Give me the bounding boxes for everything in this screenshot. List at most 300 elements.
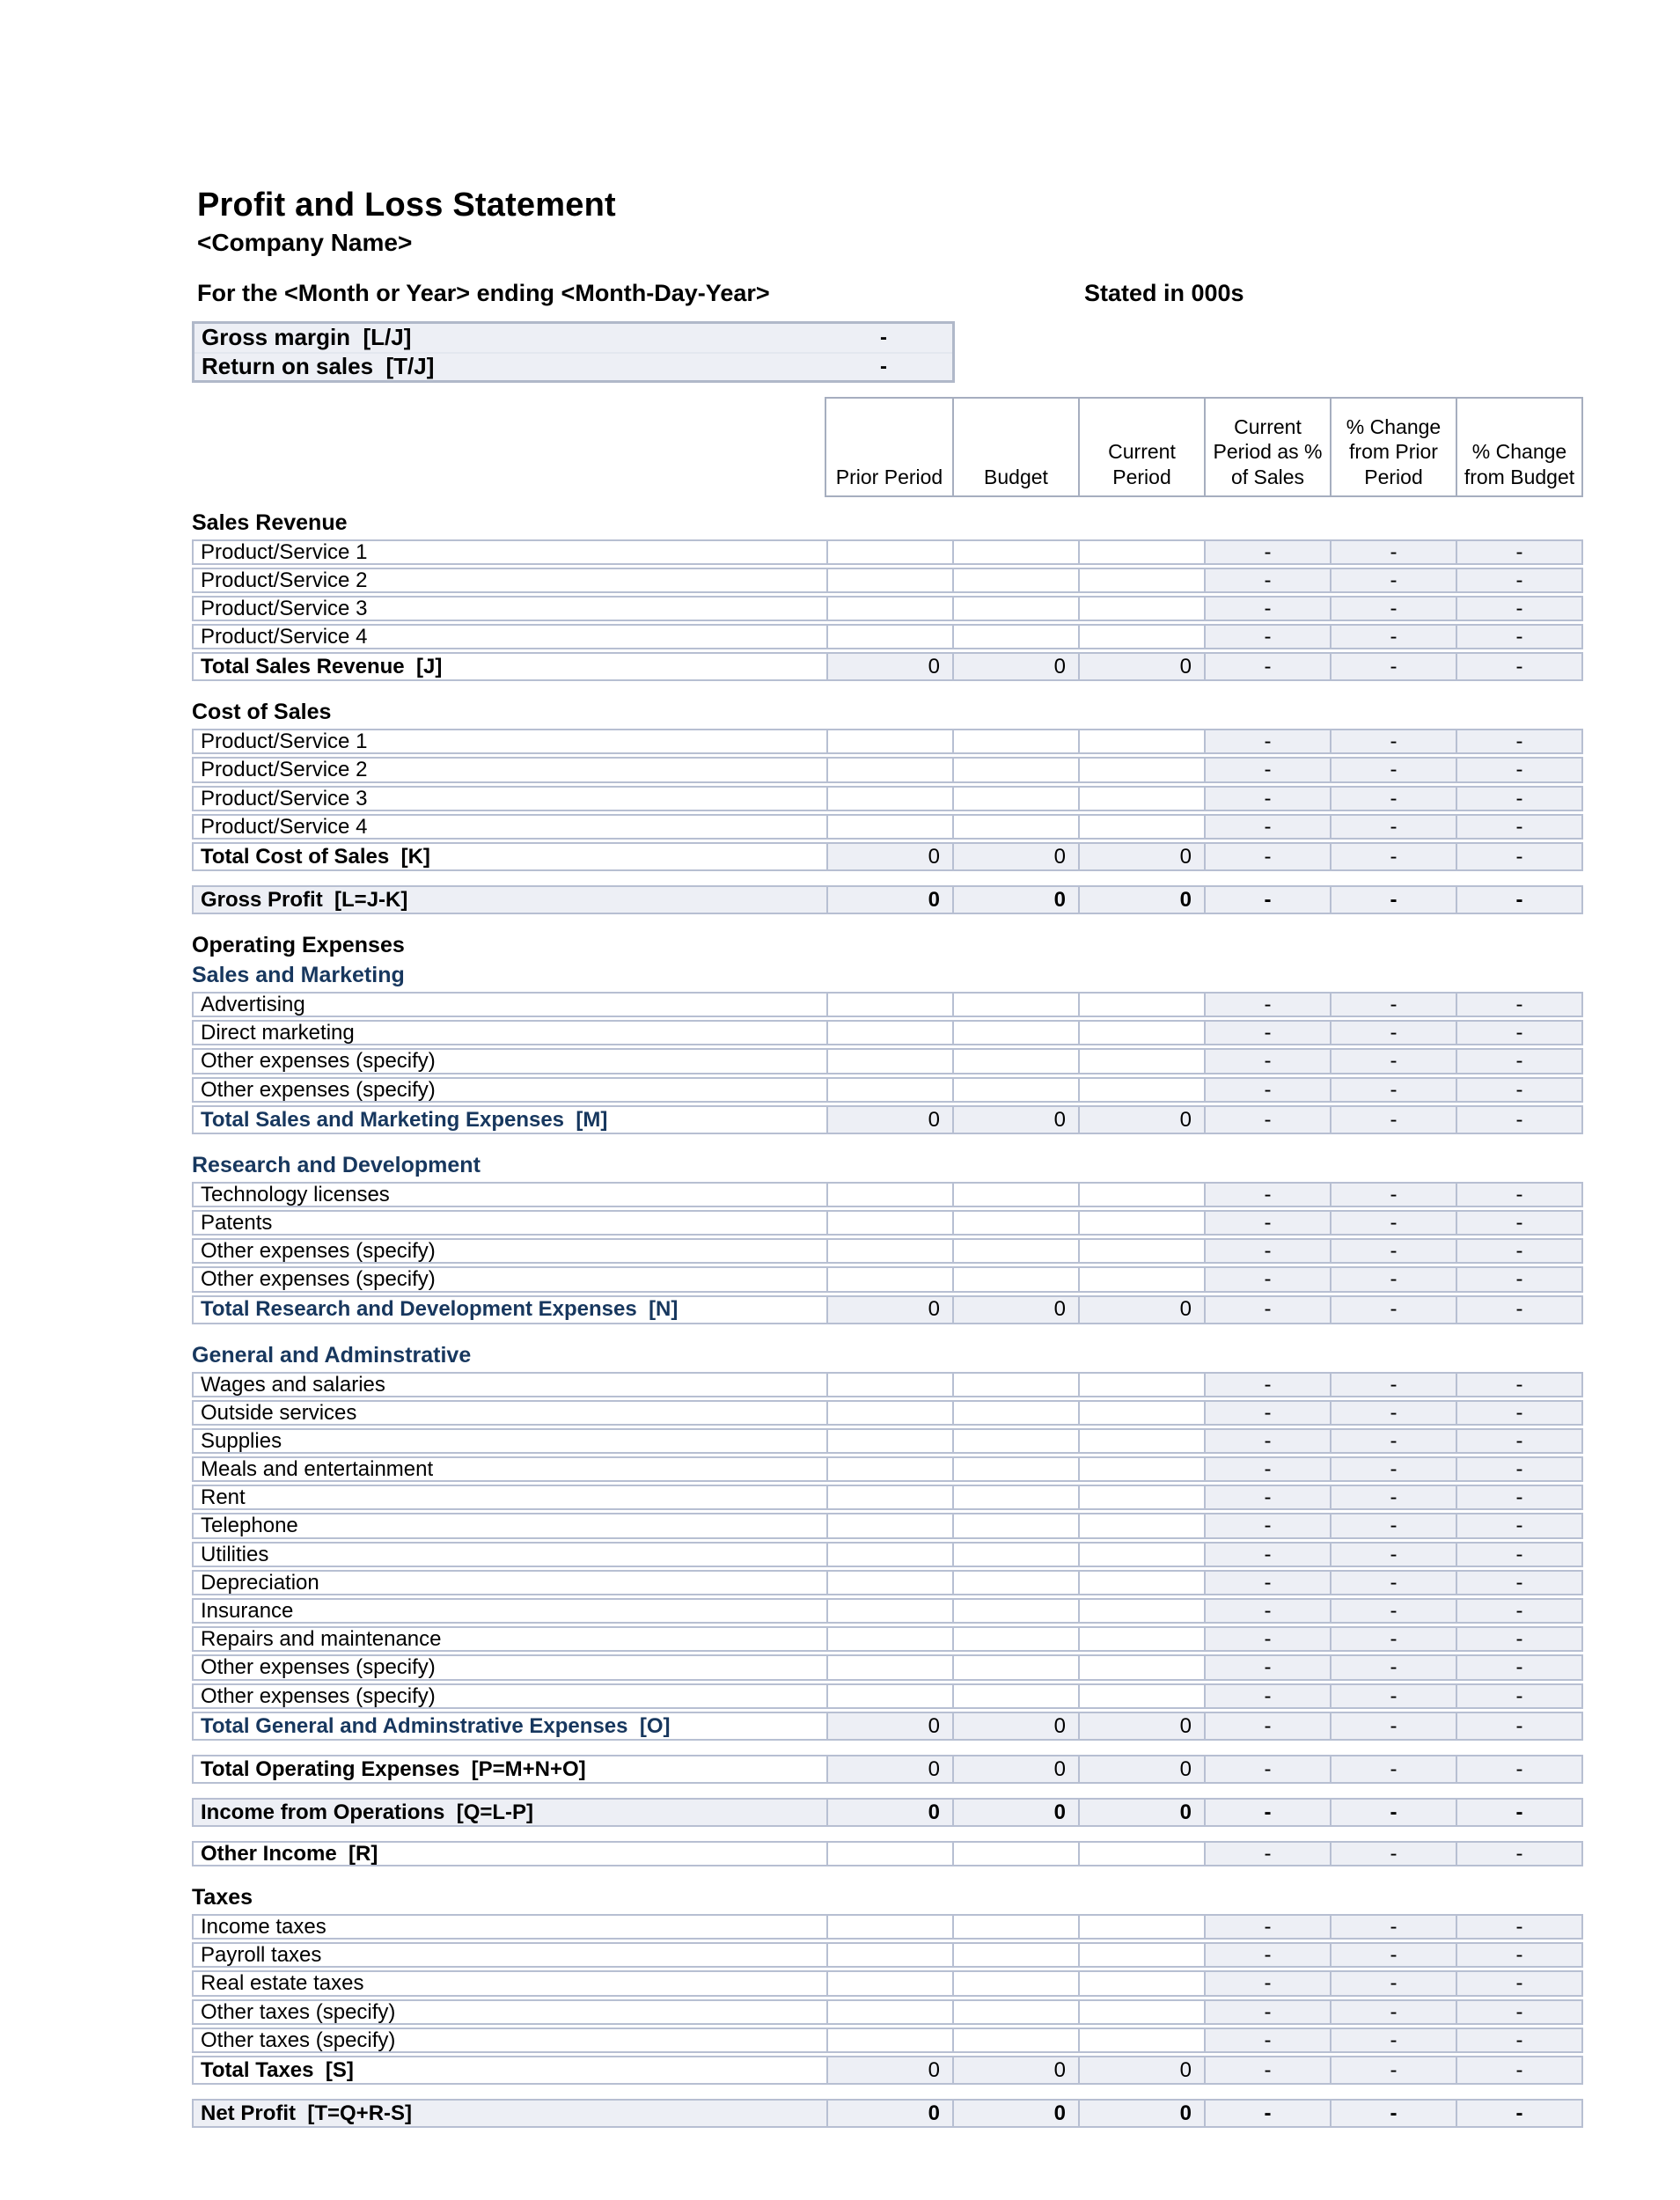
cell-pct-change-from-budget: - <box>1456 1079 1581 1101</box>
cell-prior-period[interactable] <box>826 1544 952 1566</box>
input-row <box>192 1400 1583 1426</box>
cell-pct-change-from-prior-period: - <box>1330 1685 1456 1707</box>
cell-current-period[interactable] <box>1078 2001 1204 2023</box>
cell-pct-change-from-prior-period: - <box>1330 1458 1456 1480</box>
row-label: Technology licenses <box>201 1183 390 1206</box>
cell-pct-change-from-prior-period: - <box>1330 654 1456 679</box>
cell-prior-period[interactable] <box>826 1514 952 1536</box>
cell-current-period-pct-of-sales: - <box>1204 569 1330 591</box>
cell-current-period: 0 <box>1078 1713 1204 1739</box>
cell-pct-change-from-budget: - <box>1456 1268 1581 1290</box>
cell-current-period[interactable] <box>1078 1374 1204 1396</box>
cell-pct-change-from-budget: - <box>1456 2101 1581 2126</box>
row-label: Direct marketing <box>201 1022 355 1045</box>
cell-prior-period[interactable] <box>826 1944 952 1966</box>
cell-prior-period[interactable] <box>826 730 952 752</box>
cell-current-period[interactable] <box>1078 1079 1204 1101</box>
cell-current-period-pct-of-sales: - <box>1204 1916 1330 1938</box>
cell-prior-period[interactable] <box>826 541 952 563</box>
cell-prior-period[interactable] <box>826 1374 952 1396</box>
cell-budget: 0 <box>952 887 1078 913</box>
cell-pct-change-from-budget: - <box>1456 1374 1581 1396</box>
cell-prior-period[interactable] <box>826 2029 952 2051</box>
cell-budget[interactable] <box>952 1268 1078 1290</box>
summary-label: Gross margin [L/J] <box>202 324 412 351</box>
cell-current-period-pct-of-sales: - <box>1204 1268 1330 1290</box>
row-label: Total General and Adminstrative Expenses [O] <box>201 1713 671 1738</box>
cell-budget[interactable] <box>952 541 1078 563</box>
cell-pct-change-from-budget: - <box>1456 1107 1581 1133</box>
cell-current-period: 0 <box>1078 1297 1204 1323</box>
section-heading: Taxes <box>192 1884 253 1910</box>
cell-pct-change-from-prior-period: - <box>1330 844 1456 869</box>
cell-current-period[interactable] <box>1078 1600 1204 1622</box>
input-row <box>192 539 1583 565</box>
page-title: Profit and Loss Statement <box>197 187 616 224</box>
cell-prior-period[interactable] <box>826 1402 952 1424</box>
cell-pct-change-from-prior-period: - <box>1330 816 1456 838</box>
cell-budget[interactable] <box>952 1685 1078 1707</box>
cell-prior-period: 0 <box>826 2101 952 2126</box>
row-label: Product/Service 1 <box>201 730 368 753</box>
cell-budget[interactable] <box>952 1458 1078 1480</box>
cell-pct-change-from-budget: - <box>1456 1713 1581 1739</box>
cell-prior-period[interactable] <box>826 1184 952 1206</box>
cell-pct-change-from-prior-period: - <box>1330 1374 1456 1396</box>
cell-budget[interactable] <box>952 994 1078 1016</box>
cell-current-period-pct-of-sales: - <box>1204 759 1330 781</box>
cell-pct-change-from-budget: - <box>1456 2029 1581 2051</box>
cell-pct-change-from-budget: - <box>1456 1843 1581 1865</box>
cell-pct-change-from-budget: - <box>1456 598 1581 620</box>
cell-current-period[interactable] <box>1078 1916 1204 1938</box>
cell-prior-period[interactable] <box>826 1843 952 1865</box>
cell-current-period[interactable] <box>1078 1022 1204 1044</box>
cell-pct-change-from-prior-period: - <box>1330 1756 1456 1782</box>
cell-budget[interactable] <box>952 1944 1078 1966</box>
cell-prior-period[interactable] <box>826 2001 952 2023</box>
cell-current-period-pct-of-sales: - <box>1204 844 1330 869</box>
row-label: Advertising <box>201 994 305 1016</box>
cell-current-period[interactable] <box>1078 1656 1204 1678</box>
cell-budget[interactable] <box>952 1402 1078 1424</box>
total-row <box>192 652 1583 681</box>
input-row <box>192 1048 1583 1074</box>
input-row <box>192 1683 1583 1709</box>
input-row <box>192 1456 1583 1482</box>
cell-budget[interactable] <box>952 1240 1078 1262</box>
cell-current-period-pct-of-sales: - <box>1204 1843 1330 1865</box>
row-label: Total Cost of Sales [K] <box>201 844 430 869</box>
cell-budget[interactable] <box>952 1374 1078 1396</box>
cell-prior-period[interactable] <box>826 1050 952 1072</box>
cell-pct-change-from-prior-period: - <box>1330 1079 1456 1101</box>
cell-current-period-pct-of-sales: - <box>1204 1212 1330 1234</box>
cell-current-period[interactable] <box>1078 994 1204 1016</box>
summary-label: Return on sales [T/J] <box>202 353 435 380</box>
cell-current-period-pct-of-sales: - <box>1204 1944 1330 1966</box>
cell-current-period[interactable] <box>1078 541 1204 563</box>
input-row <box>192 1542 1583 1567</box>
cell-current-period-pct-of-sales: - <box>1204 1656 1330 1678</box>
cell-pct-change-from-prior-period: - <box>1330 1184 1456 1206</box>
cell-current-period[interactable] <box>1078 1544 1204 1566</box>
cell-pct-change-from-prior-period: - <box>1330 1916 1456 1938</box>
cell-prior-period[interactable] <box>826 598 952 620</box>
cell-budget[interactable] <box>952 1916 1078 1938</box>
summary-row-return-on-sales <box>194 352 952 380</box>
cell-budget[interactable] <box>952 2029 1078 2051</box>
cell-current-period-pct-of-sales: - <box>1204 1685 1330 1707</box>
row-label: Real estate taxes <box>201 1972 364 1995</box>
cell-current-period-pct-of-sales: - <box>1204 1107 1330 1133</box>
input-row <box>192 2028 1583 2053</box>
cell-current-period[interactable] <box>1078 1944 1204 1966</box>
cell-current-period[interactable] <box>1078 626 1204 648</box>
cell-pct-change-from-budget: - <box>1456 1212 1581 1234</box>
cell-current-period[interactable] <box>1078 1514 1204 1536</box>
cell-prior-period[interactable] <box>826 1022 952 1044</box>
cell-pct-change-from-budget: - <box>1456 1972 1581 1994</box>
cell-pct-change-from-budget: - <box>1456 994 1581 1016</box>
cell-prior-period[interactable] <box>826 1685 952 1707</box>
cell-pct-change-from-budget: - <box>1456 1600 1581 1622</box>
input-row <box>192 1428 1583 1454</box>
cell-prior-period: 0 <box>826 1713 952 1739</box>
row-label: Total Sales and Marketing Expenses [M] <box>201 1107 608 1132</box>
cell-budget[interactable] <box>952 569 1078 591</box>
cell-prior-period[interactable] <box>826 1916 952 1938</box>
cell-budget: 0 <box>952 844 1078 869</box>
cell-pct-change-from-budget: - <box>1456 1944 1581 1966</box>
cell-pct-change-from-budget: - <box>1456 654 1581 679</box>
cell-pct-change-from-prior-period: - <box>1330 1972 1456 1994</box>
cell-pct-change-from-prior-period: - <box>1330 1050 1456 1072</box>
cell-current-period[interactable] <box>1078 1685 1204 1707</box>
row-label: Depreciation <box>201 1571 319 1595</box>
cell-current-period-pct-of-sales: - <box>1204 994 1330 1016</box>
row-label: Product/Service 2 <box>201 759 368 781</box>
cell-budget[interactable] <box>952 759 1078 781</box>
cell-budget[interactable] <box>952 1022 1078 1044</box>
cell-pct-change-from-prior-period: - <box>1330 2101 1456 2126</box>
row-label: Product/Service 4 <box>201 626 368 649</box>
row-label: Total Operating Expenses [P=M+N+O] <box>201 1756 586 1781</box>
row-label: Supplies <box>201 1429 282 1453</box>
cell-pct-change-from-prior-period: - <box>1330 1843 1456 1865</box>
cell-current-period-pct-of-sales: - <box>1204 1050 1330 1072</box>
document-content <box>192 0 1583 2142</box>
cell-prior-period[interactable] <box>826 1600 952 1622</box>
cell-pct-change-from-prior-period: - <box>1330 887 1456 913</box>
cell-pct-change-from-budget: - <box>1456 1628 1581 1650</box>
row-label: Other taxes (specify) <box>201 2028 396 2051</box>
cell-prior-period[interactable] <box>826 1656 952 1678</box>
cell-pct-change-from-prior-period: - <box>1330 730 1456 752</box>
statement-table <box>192 510 1583 2128</box>
cell-pct-change-from-budget: - <box>1456 1514 1581 1536</box>
row-label: Total Taxes [S] <box>201 2057 354 2082</box>
section-heading: Research and Development <box>192 1152 481 1177</box>
cell-budget[interactable] <box>952 1486 1078 1508</box>
cell-current-period[interactable] <box>1078 788 1204 810</box>
cell-pct-change-from-prior-period: - <box>1330 2029 1456 2051</box>
cell-current-period-pct-of-sales: - <box>1204 626 1330 648</box>
grand-row <box>192 885 1583 914</box>
total-row <box>192 842 1583 871</box>
cell-budget[interactable] <box>952 1050 1078 1072</box>
company-name: <Company Name> <box>197 228 413 256</box>
cell-pct-change-from-budget: - <box>1456 1572 1581 1594</box>
cell-budget: 0 <box>952 2057 1078 2083</box>
cell-pct-change-from-prior-period: - <box>1330 2001 1456 2023</box>
cell-pct-change-from-budget: - <box>1456 844 1581 869</box>
row-label: Other expenses (specify) <box>201 1268 436 1291</box>
cell-budget: 0 <box>952 2101 1078 2126</box>
cell-prior-period: 0 <box>826 1107 952 1133</box>
row-label: Income taxes <box>201 1915 326 1939</box>
cell-prior-period[interactable] <box>826 1628 952 1650</box>
input-row <box>192 1570 1583 1595</box>
cell-prior-period[interactable] <box>826 1212 952 1234</box>
col-header-current-period-pct-of-sales: Current Period as % of Sales <box>1204 399 1330 495</box>
cell-budget: 0 <box>952 1107 1078 1133</box>
cell-pct-change-from-budget: - <box>1456 2001 1581 2023</box>
cell-prior-period[interactable] <box>826 1430 952 1452</box>
cell-prior-period[interactable] <box>826 1079 952 1101</box>
free-row <box>192 1841 1583 1866</box>
section-heading: Cost of Sales <box>192 700 332 725</box>
cell-current-period-pct-of-sales: - <box>1204 1079 1330 1101</box>
cell-budget: 0 <box>952 1297 1078 1323</box>
cell-current-period[interactable] <box>1078 1486 1204 1508</box>
cell-current-period-pct-of-sales: - <box>1204 1756 1330 1782</box>
input-row <box>192 596 1583 621</box>
cell-pct-change-from-budget: - <box>1456 1240 1581 1262</box>
cell-budget[interactable] <box>952 626 1078 648</box>
cell-current-period-pct-of-sales: - <box>1204 788 1330 810</box>
cell-pct-change-from-budget: - <box>1456 887 1581 913</box>
input-row <box>192 992 1583 1017</box>
cell-current-period-pct-of-sales: - <box>1204 2101 1330 2126</box>
cell-budget[interactable] <box>952 788 1078 810</box>
cell-pct-change-from-prior-period: - <box>1330 1240 1456 1262</box>
cell-pct-change-from-budget: - <box>1456 1800 1581 1825</box>
row-label: Gross Profit [L=J-K] <box>194 887 826 913</box>
cell-budget[interactable] <box>952 1600 1078 1622</box>
cell-current-period-pct-of-sales: - <box>1204 1184 1330 1206</box>
cell-prior-period[interactable] <box>826 1240 952 1262</box>
cell-current-period-pct-of-sales: - <box>1204 541 1330 563</box>
cell-pct-change-from-prior-period: - <box>1330 1656 1456 1678</box>
cell-budget[interactable] <box>952 598 1078 620</box>
cell-prior-period: 0 <box>826 1800 952 1825</box>
cell-budget: 0 <box>952 654 1078 679</box>
cell-current-period[interactable] <box>1078 1572 1204 1594</box>
cell-current-period-pct-of-sales: - <box>1204 2001 1330 2023</box>
cell-budget[interactable] <box>952 1514 1078 1536</box>
cell-budget[interactable] <box>952 2001 1078 2023</box>
period-line <box>197 280 1583 309</box>
cell-budget[interactable] <box>952 1212 1078 1234</box>
total-row <box>192 1712 1583 1741</box>
section-heading: Sales Revenue <box>192 510 348 535</box>
input-row <box>192 1182 1583 1207</box>
cell-current-period-pct-of-sales: - <box>1204 1544 1330 1566</box>
cell-current-period[interactable] <box>1078 1050 1204 1072</box>
cell-pct-change-from-budget: - <box>1456 1544 1581 1566</box>
cell-pct-change-from-prior-period: - <box>1330 1486 1456 1508</box>
cell-pct-change-from-budget: - <box>1456 626 1581 648</box>
cell-budget[interactable] <box>952 1628 1078 1650</box>
cell-budget[interactable] <box>952 1572 1078 1594</box>
cell-prior-period[interactable] <box>826 816 952 838</box>
cell-prior-period[interactable] <box>826 1572 952 1594</box>
cell-budget: 0 <box>952 1800 1078 1825</box>
cell-current-period[interactable] <box>1078 1458 1204 1480</box>
cell-current-period[interactable] <box>1078 598 1204 620</box>
cell-prior-period[interactable] <box>826 569 952 591</box>
input-row <box>192 1626 1583 1652</box>
cell-pct-change-from-prior-period: - <box>1330 1713 1456 1739</box>
cell-prior-period: 0 <box>826 1756 952 1782</box>
input-row <box>192 729 1583 754</box>
cell-prior-period: 0 <box>826 844 952 869</box>
total-row <box>192 1295 1583 1324</box>
cell-current-period-pct-of-sales: - <box>1204 2057 1330 2083</box>
cell-current-period: 0 <box>1078 2057 1204 2083</box>
cell-current-period: 0 <box>1078 654 1204 679</box>
cell-current-period-pct-of-sales: - <box>1204 1572 1330 1594</box>
row-label: Product/Service 2 <box>201 568 368 591</box>
cell-current-period: 0 <box>1078 1107 1204 1133</box>
cell-pct-change-from-prior-period: - <box>1330 1800 1456 1825</box>
cell-current-period[interactable] <box>1078 1268 1204 1290</box>
cell-current-period[interactable] <box>1078 1402 1204 1424</box>
input-row <box>192 1210 1583 1236</box>
total-row <box>192 2056 1583 2085</box>
cell-current-period-pct-of-sales: - <box>1204 1458 1330 1480</box>
cell-prior-period[interactable] <box>826 994 952 1016</box>
cell-current-period[interactable] <box>1078 1628 1204 1650</box>
cell-current-period[interactable] <box>1078 759 1204 781</box>
cell-current-period[interactable] <box>1078 569 1204 591</box>
cell-current-period-pct-of-sales: - <box>1204 1297 1330 1323</box>
cell-current-period[interactable] <box>1078 730 1204 752</box>
cell-pct-change-from-prior-period: - <box>1330 1107 1456 1133</box>
input-row <box>192 1942 1583 1968</box>
cell-budget[interactable] <box>952 816 1078 838</box>
cell-budget[interactable] <box>952 1079 1078 1101</box>
row-label: Other expenses (specify) <box>201 1078 436 1101</box>
cell-current-period-pct-of-sales: - <box>1204 598 1330 620</box>
cell-current-period[interactable] <box>1078 1240 1204 1262</box>
cell-pct-change-from-budget: - <box>1456 816 1581 838</box>
cell-current-period[interactable] <box>1078 1972 1204 1994</box>
cell-prior-period[interactable] <box>826 1972 952 1994</box>
col-header-pct-change-from-budget: % Change from Budget <box>1456 399 1581 495</box>
cell-pct-change-from-prior-period: - <box>1330 1430 1456 1452</box>
input-row <box>192 1077 1583 1103</box>
cell-current-period-pct-of-sales: - <box>1204 2029 1330 2051</box>
cell-pct-change-from-prior-period: - <box>1330 1402 1456 1424</box>
row-label: Product/Service 4 <box>201 815 368 839</box>
cell-prior-period[interactable] <box>826 626 952 648</box>
cell-pct-change-from-budget: - <box>1456 788 1581 810</box>
cell-pct-change-from-prior-period: - <box>1330 994 1456 1016</box>
cell-prior-period: 0 <box>826 654 952 679</box>
row-label: Other expenses (specify) <box>201 1656 436 1679</box>
cell-pct-change-from-budget: - <box>1456 1685 1581 1707</box>
cell-current-period[interactable] <box>1078 1212 1204 1234</box>
row-label: Repairs and maintenance <box>201 1628 442 1651</box>
row-label: Net Profit [T=Q+R-S] <box>194 2101 826 2126</box>
cell-prior-period[interactable] <box>826 759 952 781</box>
cell-current-period: 0 <box>1078 887 1204 913</box>
col-header-pct-change-from-prior-period: % Change from Prior Period <box>1330 399 1456 495</box>
cell-current-period-pct-of-sales: - <box>1204 1240 1330 1262</box>
cell-pct-change-from-budget: - <box>1456 1916 1581 1938</box>
cell-pct-change-from-prior-period: - <box>1330 626 1456 648</box>
cell-budget[interactable] <box>952 1656 1078 1678</box>
cell-current-period[interactable] <box>1078 1843 1204 1865</box>
input-row <box>192 1238 1583 1264</box>
cell-prior-period[interactable] <box>826 1268 952 1290</box>
cell-current-period[interactable] <box>1078 816 1204 838</box>
summary-row-gross-margin <box>194 324 952 352</box>
cell-pct-change-from-prior-period: - <box>1330 1297 1456 1323</box>
cell-prior-period[interactable] <box>826 1486 952 1508</box>
cell-pct-change-from-budget: - <box>1456 1297 1581 1323</box>
cell-current-period-pct-of-sales: - <box>1204 1628 1330 1650</box>
cell-prior-period[interactable] <box>826 1458 952 1480</box>
cell-pct-change-from-budget: - <box>1456 1050 1581 1072</box>
total-row <box>192 1755 1583 1784</box>
row-label: Wages and salaries <box>201 1373 385 1396</box>
cell-prior-period[interactable] <box>826 788 952 810</box>
summary-value: - <box>880 325 887 349</box>
cell-current-period-pct-of-sales: - <box>1204 1486 1330 1508</box>
cell-current-period[interactable] <box>1078 1184 1204 1206</box>
cell-budget[interactable] <box>952 1430 1078 1452</box>
input-row <box>192 1598 1583 1624</box>
cell-budget: 0 <box>952 1713 1078 1739</box>
input-row <box>192 757 1583 782</box>
cell-current-period-pct-of-sales: - <box>1204 887 1330 913</box>
cell-current-period-pct-of-sales: - <box>1204 816 1330 838</box>
cell-pct-change-from-budget: - <box>1456 1458 1581 1480</box>
cell-budget[interactable] <box>952 1972 1078 1994</box>
cell-current-period-pct-of-sales: - <box>1204 1430 1330 1452</box>
cell-budget: 0 <box>952 1756 1078 1782</box>
cell-pct-change-from-prior-period: - <box>1330 598 1456 620</box>
row-label: Other taxes (specify) <box>201 2000 396 2023</box>
row-label: Other expenses (specify) <box>201 1684 436 1707</box>
cell-prior-period: 0 <box>826 2057 952 2083</box>
col-header-budget: Budget <box>952 399 1078 495</box>
cell-current-period[interactable] <box>1078 2029 1204 2051</box>
grand-row <box>192 1798 1583 1827</box>
cell-current-period[interactable] <box>1078 1430 1204 1452</box>
input-row <box>192 568 1583 593</box>
cell-pct-change-from-budget: - <box>1456 1402 1581 1424</box>
cell-budget[interactable] <box>952 1544 1078 1566</box>
cell-budget[interactable] <box>952 1843 1078 1865</box>
cell-budget[interactable] <box>952 730 1078 752</box>
cell-pct-change-from-budget: - <box>1456 1430 1581 1452</box>
cell-budget[interactable] <box>952 1184 1078 1206</box>
cell-pct-change-from-prior-period: - <box>1330 1212 1456 1234</box>
